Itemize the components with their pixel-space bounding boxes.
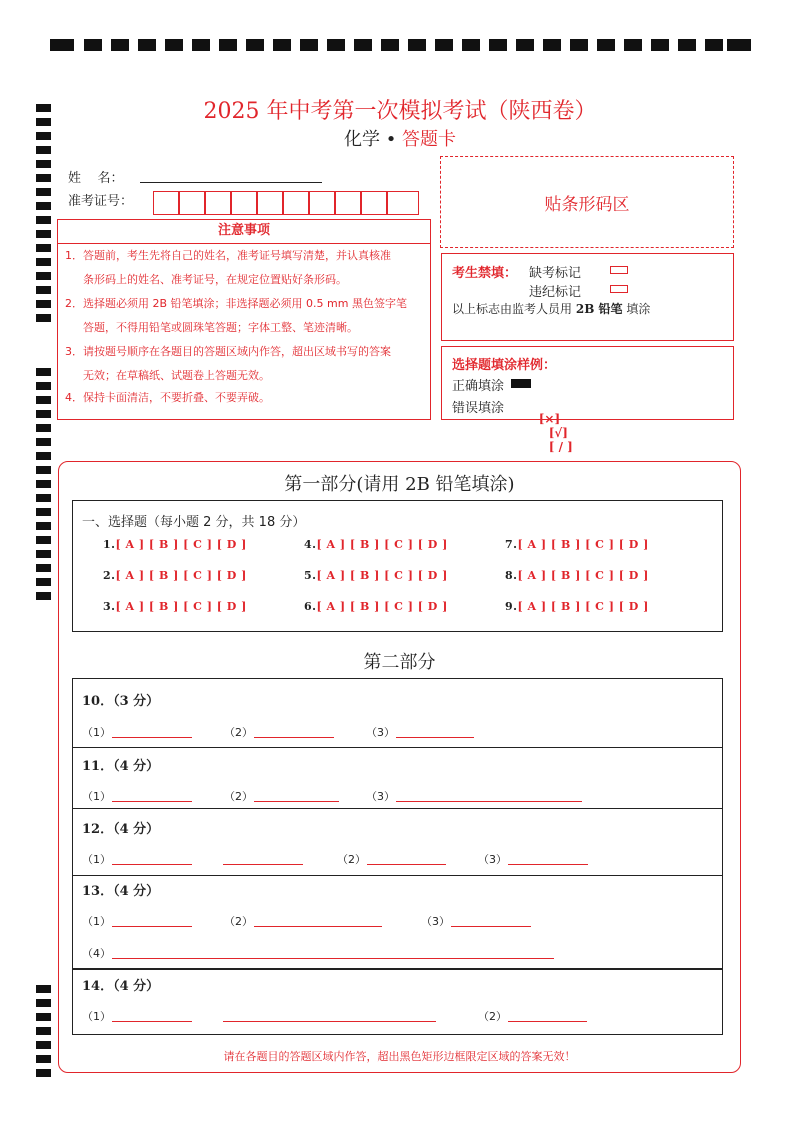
mc-options[interactable]: [ A ] [ B ] [ C ] [ D ] [115, 538, 247, 551]
card-subtitle [0, 125, 800, 151]
blank-label: （4） [82, 947, 111, 960]
wrong-fill-examples [522, 398, 573, 468]
notice-item [65, 340, 430, 388]
absent-mark-box[interactable] [610, 266, 628, 274]
notice-item [65, 386, 430, 410]
notice-line: 4．保持卡面清洁，不要折叠、不要弄破。 [65, 391, 270, 404]
question-12-box [72, 808, 723, 876]
blank-label: （1） [82, 726, 111, 739]
multiple-choice-heading: 一、选择题（每小题 2 分，共 18 分） [82, 515, 306, 530]
mc-number: 7. [505, 538, 518, 551]
answer-line[interactable] [112, 926, 192, 927]
subject-label: 化学 [343, 129, 380, 150]
mc-question[interactable] [304, 600, 448, 613]
mc-number: 1. [103, 538, 116, 551]
blank-label: （3） [421, 915, 450, 928]
absent-mark-label: 缺考标记 [529, 266, 582, 281]
blank-label: （1） [82, 853, 111, 866]
proctor-note-prefix: 以上标志由监考人员用 [452, 302, 573, 316]
proctor-only-box [441, 253, 734, 341]
answer-line[interactable] [112, 737, 192, 738]
violation-mark-label: 违纪标记 [529, 285, 582, 300]
wrong-example: [×] [538, 412, 561, 426]
proctor-only-heading: 考生禁填： [452, 266, 518, 281]
mc-number: 6. [304, 600, 317, 613]
wrong-fill-label: 错误填涂 [452, 401, 505, 416]
mc-number: 3. [103, 600, 116, 613]
mc-options[interactable]: [ A ] [ B ] [ C ] [ D ] [115, 569, 247, 582]
exam-id-label: 准考证号： [68, 194, 134, 209]
answer-line[interactable] [112, 958, 554, 959]
notice-item [65, 244, 430, 292]
mc-number: 9. [505, 600, 518, 613]
question-11-title: 11．（4 分） [82, 759, 160, 774]
part2-title: 第二部分 [363, 652, 436, 673]
answer-line[interactable] [254, 801, 339, 802]
question-13-title: 13．（4 分） [82, 884, 160, 899]
answer-line[interactable] [223, 864, 303, 865]
correct-fill-label: 正确填涂 [452, 379, 505, 394]
blank-label: （3） [366, 726, 395, 739]
exam-id-box[interactable] [283, 191, 309, 215]
mc-question[interactable] [505, 538, 649, 551]
blank-label: （3） [366, 790, 395, 803]
mc-options[interactable]: [ A ] [ B ] [ C ] [ D ] [517, 569, 649, 582]
exam-id-box[interactable] [257, 191, 283, 215]
barcode-area [440, 156, 734, 248]
proctor-note [452, 300, 650, 317]
mc-options[interactable]: [ A ] [ B ] [ C ] [ D ] [517, 600, 649, 613]
mc-options[interactable]: [ A ] [ B ] [ C ] [ D ] [517, 538, 649, 551]
blank-label: （1） [82, 790, 111, 803]
barcode-area-label: 贴条形码区 [544, 194, 630, 215]
notice-line: 无效；在草稿纸、试题卷上答题无效。 [83, 369, 270, 382]
correct-fill-swatch [511, 379, 531, 388]
fill-sample-box [441, 346, 734, 454]
blank-label: （1） [82, 1010, 111, 1023]
wrong-example: [ / ] [548, 440, 573, 454]
answer-line[interactable] [254, 737, 334, 738]
answer-line[interactable] [508, 864, 588, 865]
question-13-box [72, 875, 723, 970]
notice-line: 3．请按题号顺序在各题目的答题区域内作答，超出区域书写的答案 [65, 345, 391, 358]
notice-box [57, 219, 431, 420]
answer-line[interactable] [112, 864, 192, 865]
blank-label: （2） [224, 915, 253, 928]
mc-number: 8. [505, 569, 518, 582]
notice-heading: 注意事项 [58, 220, 430, 244]
blank-label: （2） [224, 790, 253, 803]
proctor-note-suffix: 填涂 [626, 302, 651, 316]
notice-line: 2．选择题必须用 2B 铅笔填涂；非选择题必须用 0.5 mm 黑色签字笔 [65, 297, 407, 310]
mc-options[interactable]: [ A ] [ B ] [ C ] [ D ] [316, 538, 448, 551]
exam-id-box[interactable] [153, 191, 179, 215]
exam-title: 2025 年中考第一次模拟考试（陕西卷） [203, 99, 597, 124]
fill-sample-heading: 选择题填涂样例： [452, 358, 557, 373]
exam-id-box[interactable] [231, 191, 257, 215]
exam-id-box[interactable] [387, 191, 419, 215]
violation-mark-box[interactable] [610, 285, 628, 293]
answer-line[interactable] [396, 801, 582, 802]
mc-question[interactable] [505, 569, 649, 582]
wrong-example: [√] [548, 426, 568, 440]
answer-line[interactable] [254, 926, 382, 927]
answer-line[interactable] [396, 737, 474, 738]
exam-id-box[interactable] [361, 191, 387, 215]
mc-options[interactable]: [ A ] [ B ] [ C ] [ D ] [115, 600, 247, 613]
answer-line[interactable] [112, 801, 192, 802]
answer-line[interactable] [367, 864, 446, 865]
mc-number: 2. [103, 569, 116, 582]
question-10-title: 10．（3 分） [82, 694, 160, 709]
question-11-box [72, 747, 723, 809]
question-14-title: 14．（4 分） [82, 979, 160, 994]
answer-line[interactable] [223, 1021, 436, 1022]
name-label: 姓 名： [68, 171, 124, 186]
question-12-title: 12．（4 分） [82, 822, 160, 837]
notice-line: 条形码上的姓名、准考证号，在规定位置贴好条形码。 [83, 273, 347, 286]
mc-question[interactable] [103, 569, 247, 582]
mc-question[interactable] [103, 538, 247, 551]
subtitle-separator: • [385, 129, 397, 150]
blank-label: （2） [478, 1010, 507, 1023]
notice-item [65, 292, 430, 340]
proctor-note-bold: 2B 铅笔 [575, 302, 623, 316]
blank-label: （2） [224, 726, 253, 739]
mc-options[interactable]: [ A ] [ B ] [ C ] [ D ] [316, 600, 448, 613]
blank-label: （1） [82, 915, 111, 928]
mc-number: 4. [304, 538, 317, 551]
blank-label: （2） [337, 853, 366, 866]
blank-label: （3） [478, 853, 507, 866]
notice-line: 1．答题前，考生先将自己的姓名，准考证号填写清楚，并认真核准 [65, 249, 391, 262]
question-14-box [72, 968, 723, 1035]
answer-line[interactable] [508, 1021, 587, 1022]
mc-question[interactable] [304, 538, 448, 551]
exam-id-box[interactable] [205, 191, 231, 215]
mc-number: 5. [304, 569, 317, 582]
exam-id-box[interactable] [179, 191, 205, 215]
part1-title: 第一部分(请用 2B 铅笔填涂) [284, 474, 515, 495]
mc-question[interactable] [103, 600, 247, 613]
name-field[interactable] [140, 182, 322, 183]
mc-question[interactable] [505, 600, 649, 613]
exam-id-box[interactable] [335, 191, 361, 215]
answer-card-label: 答题卡 [402, 129, 457, 150]
mc-options[interactable]: [ A ] [ B ] [ C ] [ D ] [316, 569, 448, 582]
answer-line[interactable] [451, 926, 531, 927]
footer-warning: 请在各题目的答题区域内作答，超出黑色矩形边框限定区域的答案无效！ [223, 1050, 576, 1063]
exam-id-box[interactable] [309, 191, 335, 215]
mc-question[interactable] [304, 569, 448, 582]
answer-line[interactable] [112, 1021, 192, 1022]
notice-line: 答题，不得用铅笔或圆珠笔答题；字体工整、笔迹清晰。 [83, 321, 358, 334]
